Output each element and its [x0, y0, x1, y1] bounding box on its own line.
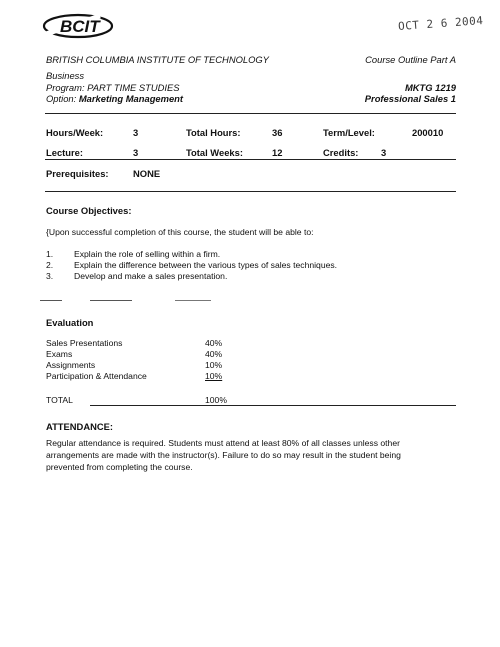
prerequisites-label: Prerequisites: — [46, 168, 109, 179]
evaluation-heading: Evaluation — [46, 317, 94, 328]
evaluation-value: 10% — [205, 360, 223, 370]
hours-week-value: 3 — [133, 127, 139, 138]
attendance-text-line: Regular attendance is required. Students must attend at least 80% of all classes unless other — [46, 438, 400, 448]
school-name: Business — [46, 70, 85, 81]
lecture-label: Lecture: — [46, 147, 83, 158]
total-hours-value: 36 — [272, 127, 283, 138]
received-date-stamp: OCT 2 6 2004 — [397, 14, 484, 33]
total-weeks-label: Total Weeks: — [186, 147, 243, 158]
attendance-heading: ATTENDANCE: — [46, 421, 114, 432]
objectives-intro: {Upon successful completion of this course, the student will be able to: — [46, 227, 314, 237]
evaluation-label: Participation & Attendance — [46, 371, 147, 381]
evaluation-divider — [90, 405, 456, 406]
evaluation-label: Assignments — [46, 360, 96, 370]
objective-text: Explain the role of selling within a firm. — [74, 249, 221, 259]
total-value: 100% — [205, 395, 227, 405]
course-title: Professional Sales 1 — [364, 93, 456, 104]
institute-name: BRITISH COLUMBIA INSTITUTE OF TECHNOLOGY — [46, 54, 269, 65]
objective-num: 3. — [46, 271, 54, 281]
evaluation-label: Exams — [46, 349, 73, 359]
course-code: MKTG 1219 — [404, 82, 456, 93]
attendance-text-line: prevented from completing the course. — [46, 462, 193, 472]
prerequisites-value: NONE — [133, 168, 161, 179]
term-level-value: 200010 — [412, 127, 444, 138]
option-line — [46, 93, 183, 104]
credits-value: 3 — [381, 147, 387, 158]
evaluation-value: 40% — [205, 349, 223, 359]
evaluation-value: 40% — [205, 338, 223, 348]
total-weeks-value: 12 — [272, 147, 283, 158]
hours-week-label: Hours/Week: — [46, 127, 104, 138]
lecture-value: 3 — [133, 147, 139, 158]
prereq-divider — [45, 191, 456, 192]
faint-divider-segment — [40, 300, 62, 301]
objective-text: Explain the difference between the various types of sales techniques. — [74, 260, 338, 270]
objective-text: Develop and make a sales presentation. — [74, 271, 228, 281]
credits-label: Credits: — [323, 147, 359, 158]
option-value: Marketing Management — [78, 93, 184, 104]
option-label: Option: — [46, 93, 77, 104]
faint-divider-segment — [90, 300, 132, 301]
program-line: Program: PART TIME STUDIES — [46, 82, 180, 93]
objectives-heading: Course Objectives: — [46, 205, 132, 216]
total-label: TOTAL — [46, 395, 73, 405]
objective-num: 2. — [46, 260, 54, 270]
term-level-label: Term/Level: — [323, 127, 375, 138]
bcit-logo-graphic — [40, 8, 120, 42]
bcit-logo — [40, 8, 120, 42]
info-divider — [45, 159, 456, 160]
attendance-text-line: arrangements are made with the instructor(s). Failure to do so may result in the student being — [46, 450, 401, 460]
total-hours-label: Total Hours: — [186, 127, 241, 138]
faint-divider-segment — [175, 300, 211, 301]
course-outline-label: Course Outline Part A — [365, 54, 456, 65]
evaluation-label: Sales Presentations — [46, 338, 123, 348]
logo-text: BCIT — [60, 17, 100, 36]
evaluation-value: 10% — [205, 371, 223, 381]
objective-num: 1. — [46, 249, 54, 259]
header-divider — [45, 113, 456, 114]
